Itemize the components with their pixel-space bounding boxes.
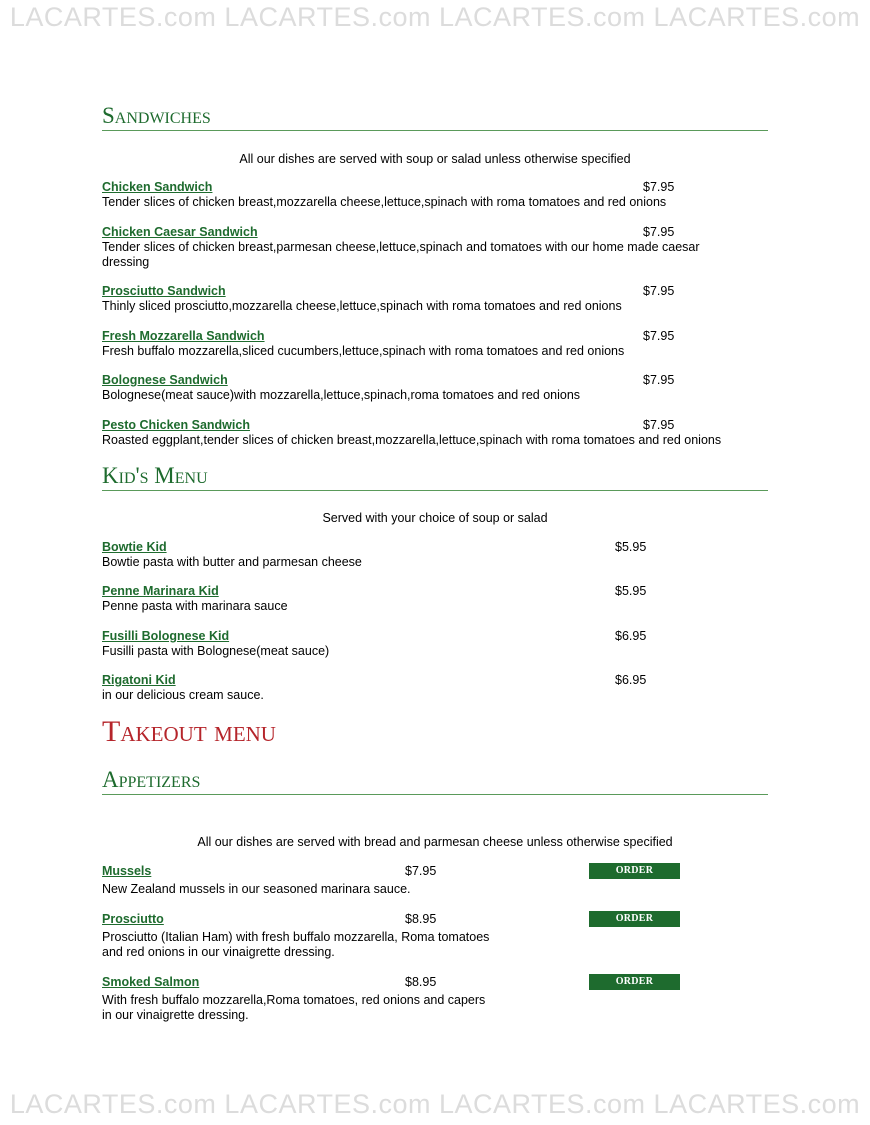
item-description: Penne pasta with marinara sauce: [102, 599, 288, 613]
watermark-top: LACARTES.com LACARTES.com LACARTES.com LACARTES.com: [9, 2, 861, 32]
item-description: Fresh buffalo mozzarella,sliced cucumbers,lettuce,spinach with roma tomatoes and red onions: [102, 344, 625, 358]
item-description: Tender slices of chicken breast,mozzarella cheese,lettuce,spinach with roma tomatoes and red onions: [102, 195, 667, 209]
item-description: Fusilli pasta with Bolognese(meat sauce): [102, 644, 330, 658]
appetizers-note: All our dishes are served with bread and parmesan cheese unless otherwise specified: [197, 835, 673, 849]
item-price: $7.95: [643, 225, 675, 239]
item-price: $7.95: [643, 373, 675, 387]
item-name[interactable]: Penne Marinara Kid: [102, 584, 219, 598]
item-description: in our vinaigrette dressing.: [102, 1008, 249, 1022]
item-description: in our delicious cream sauce.: [102, 688, 264, 702]
sandwich-item-prosciutto: [102, 284, 622, 314]
item-name[interactable]: Prosciutto: [102, 912, 164, 926]
item-name[interactable]: Bowtie Kid: [102, 540, 167, 554]
item-name[interactable]: Chicken Caesar Sandwich: [102, 225, 258, 239]
sandwich-item-bolognese: [102, 373, 580, 403]
item-price: $7.95: [405, 864, 437, 878]
item-name[interactable]: Prosciutto Sandwich: [102, 284, 226, 298]
sandwich-item-fresh-mozzarella: [102, 329, 624, 359]
item-description: Thinly sliced prosciutto,mozzarella cheese,lettuce,spinach with roma tomatoes and red onions: [102, 299, 622, 313]
kids-item-penne-marinara: [102, 584, 288, 614]
item-description: Roasted eggplant,tender slices of chicken breast,mozzarella,lettuce,spinach with roma tomatoes and red onions: [102, 433, 722, 447]
appetizers-heading: Appetizers: [102, 766, 768, 795]
item-description: Bolognese(meat sauce)with mozzarella,lettuce,spinach,roma tomatoes and red onions: [102, 388, 581, 402]
order-button-prosciutto[interactable]: ORDER: [589, 911, 680, 927]
kids-menu-note: Served with your choice of soup or salad: [322, 511, 548, 525]
item-name[interactable]: Fresh Mozzarella Sandwich: [102, 329, 265, 343]
item-description: Tender slices of chicken breast,parmesan cheese,lettuce,spinach and tomatoes with our home made caesar dressing: [102, 240, 700, 269]
takeout-menu-title: Takeout menu: [102, 715, 276, 748]
item-name[interactable]: Mussels: [102, 864, 152, 878]
item-price: $6.95: [615, 673, 647, 687]
kids-item-fusilli-bolognese: [102, 629, 329, 659]
item-description: and red onions in our vinaigrette dressing.: [102, 945, 335, 959]
item-price: $7.95: [643, 329, 675, 343]
item-price: $8.95: [405, 975, 437, 989]
sandwiches-heading: Sandwiches: [102, 102, 768, 131]
item-description: Bowtie pasta with butter and parmesan cheese: [102, 555, 362, 569]
item-description: New Zealand mussels in our seasoned marinara sauce.: [102, 882, 411, 896]
item-name[interactable]: Chicken Sandwich: [102, 180, 213, 194]
sandwiches-note: All our dishes are served with soup or salad unless otherwise specified: [239, 152, 631, 166]
appetizer-item-mussels: [102, 864, 411, 897]
sandwich-item-chicken: [102, 180, 666, 210]
order-button-smoked-salmon[interactable]: ORDER: [589, 974, 680, 990]
item-description: Prosciutto (Italian Ham) with fresh buffalo mozzarella, Roma tomatoes: [102, 930, 490, 944]
kids-item-rigatoni: [102, 673, 264, 703]
item-price: $6.95: [615, 629, 647, 643]
item-price: $8.95: [405, 912, 437, 926]
item-price: $5.95: [615, 540, 647, 554]
item-price: $7.95: [643, 284, 675, 298]
watermark-bottom: LACARTES.com LACARTES.com LACARTES.com LACARTES.com: [9, 1089, 861, 1119]
item-name[interactable]: Bolognese Sandwich: [102, 373, 228, 387]
item-name[interactable]: Fusilli Bolognese Kid: [102, 629, 230, 643]
item-price: $5.95: [615, 584, 647, 598]
kids-menu-heading: Kid's Menu: [102, 462, 768, 491]
order-button-mussels[interactable]: ORDER: [589, 863, 680, 879]
item-name[interactable]: Rigatoni Kid: [102, 673, 176, 687]
item-name[interactable]: Smoked Salmon: [102, 975, 200, 989]
kids-item-bowtie: [102, 540, 362, 570]
item-price: $7.95: [643, 180, 675, 194]
item-description: With fresh buffalo mozzarella,Roma tomatoes, red onions and capers: [102, 993, 486, 1007]
item-name[interactable]: Pesto Chicken Sandwich: [102, 418, 250, 432]
item-price: $7.95: [643, 418, 675, 432]
sandwich-item-pesto-chicken: [102, 418, 782, 448]
